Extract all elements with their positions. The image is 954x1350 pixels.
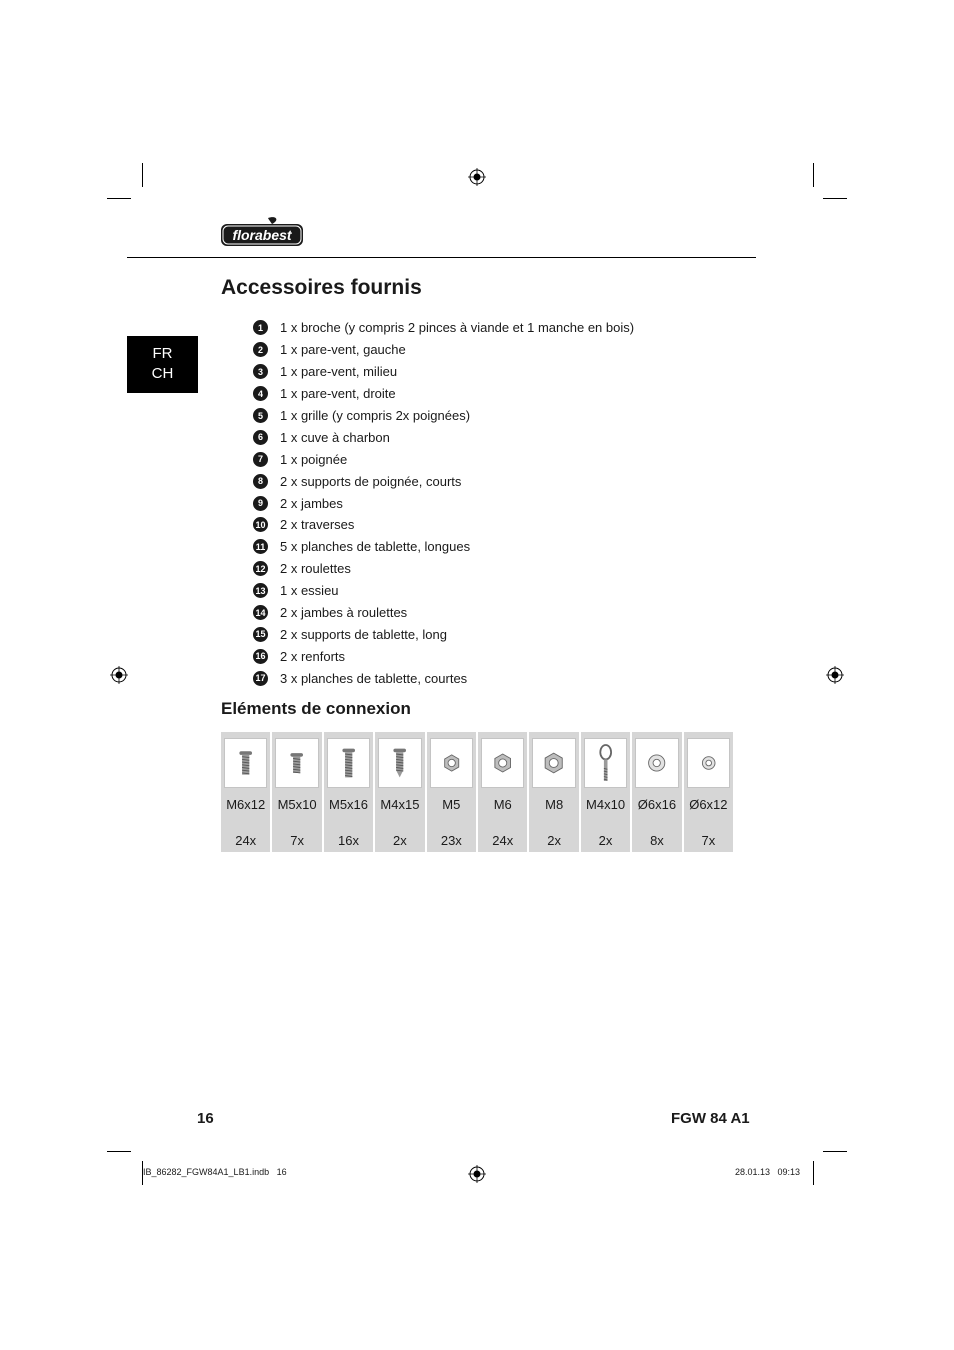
eye-bolt-icon [585,741,626,785]
item-number-badge: 13 [253,583,268,598]
item-number-badge: 1 [253,320,268,335]
connector-cell [272,732,321,852]
model-number: FGW 84 A1 [671,1110,750,1127]
item-number-badge: 11 [253,539,268,554]
screw-icon [276,741,317,785]
connector-image [687,738,730,788]
item-text: 1 x cuve à charbon [280,429,390,445]
connector-label: M4x15 [380,797,420,812]
item-number-badge: 4 [253,386,268,401]
connector-label: M8 [545,797,564,812]
list-item [253,536,634,558]
connectors-heading: Eléments de connexion [221,699,411,718]
connector-label: M6 [493,797,512,812]
connector-cell [375,732,424,852]
item-number-badge: 15 [253,627,268,642]
page-title: Accessoires fournis [221,276,422,299]
registration-mark-icon [468,168,486,186]
item-number-badge: 7 [253,452,268,467]
item-text: 5 x planches de tablette, longues [280,539,471,555]
connector-image [584,738,627,788]
connector-label: Ø6x16 [637,797,677,812]
crop-mark [107,1151,131,1152]
list-item [253,339,634,361]
list-item [253,317,634,339]
crop-mark [142,163,143,187]
connector-cell [684,732,733,852]
item-number-badge: 17 [253,671,268,686]
list-item [253,645,634,667]
item-number-badge: 6 [253,430,268,445]
connector-image [378,738,421,788]
list-item [253,580,634,602]
list-item [253,470,634,492]
nut-icon [533,741,574,785]
item-text: 1 x poignée [280,451,348,467]
connector-image [430,738,473,788]
connector-image [481,738,524,788]
svg-text:florabest: florabest [232,227,292,243]
wood-screw-icon [379,741,420,785]
item-number-badge: 10 [253,517,268,532]
list-item [253,405,634,427]
item-number-badge: 3 [253,364,268,379]
list-item [253,361,634,383]
connector-cell [581,732,630,852]
connector-quantity: 16x [338,833,359,848]
header-rule [127,257,756,258]
item-text: 1 x essieu [280,583,339,599]
connector-quantity: 8x [650,833,664,848]
item-text: 1 x pare-vent, droite [280,386,396,402]
screw-icon [225,741,266,785]
item-number-badge: 8 [253,474,268,489]
connector-cell [427,732,476,852]
connector-cell [529,732,578,852]
item-text: 2 x jambes [280,495,343,511]
item-number-badge: 12 [253,561,268,576]
connector-quantity: 2x [547,833,561,848]
list-item [253,492,634,514]
washer-icon [688,741,729,785]
connector-label: M4x10 [586,797,626,812]
connector-image [327,738,370,788]
nut-icon [431,741,472,785]
connector-cell [478,732,527,852]
item-text: 2 x roulettes [280,561,351,577]
item-number-badge: 9 [253,496,268,511]
connector-label: Ø6x12 [689,797,728,812]
item-number-badge: 2 [253,342,268,357]
connector-cell [221,732,270,852]
item-text: 1 x pare-vent, gauche [280,342,406,358]
crop-mark [813,163,814,187]
crop-mark [107,198,131,199]
connector-image [532,738,575,788]
crop-mark [823,1151,847,1152]
list-item [253,426,634,448]
item-text: 2 x jambes à roulettes [280,605,408,621]
print-slug-file: IB_86282_FGW84A1_LB1.indb 16 [143,1167,287,1177]
item-text: 2 x traverses [280,517,355,533]
print-slug-date: 28.01.13 09:13 [735,1167,801,1177]
item-number-badge: 5 [253,408,268,423]
florabest-logo [220,216,304,248]
connector-quantity: 2x [393,833,407,848]
connector-image [275,738,318,788]
connector-cell [632,732,681,852]
connector-cell [324,732,373,852]
language-tab [127,336,198,393]
item-text: 1 x grille (y compris 2x poignées) [280,408,471,423]
list-item [253,623,634,645]
list-item [253,667,634,689]
screw-icon [328,741,369,785]
list-item [253,602,634,624]
list-item [253,558,634,580]
item-text: 1 x broche (y compris 2 pinces à viande et 1 manche en bois) [280,320,635,336]
connector-quantity: 24x [235,833,257,848]
connector-label: M5x10 [277,797,317,812]
item-text: 1 x pare-vent, milieu [280,364,398,380]
language-code-fr: FR [152,345,173,362]
registration-mark-icon [110,666,128,684]
nut-icon [482,741,523,785]
connector-label: M5 [442,797,461,812]
item-text: 2 x supports de tablette, long [280,626,447,642]
washer-icon [636,741,677,785]
registration-mark-icon [826,666,844,684]
connector-quantity: 7x [701,833,716,848]
connector-image [224,738,267,788]
registration-mark-icon [468,1165,486,1183]
connector-image [635,738,678,788]
connector-quantity: 23x [440,833,462,848]
list-item [253,514,634,536]
language-code-ch: CH [151,365,174,382]
item-number-badge: 16 [253,649,268,664]
item-number-badge: 14 [253,605,268,620]
connector-quantity: 24x [492,833,514,848]
item-text: 2 x supports de poignée, courts [280,473,462,489]
connector-label: M6x12 [226,797,266,812]
connectors-table [221,732,733,852]
page-number: 16 [197,1110,214,1127]
connector-quantity: 2x [598,833,613,848]
crop-mark [823,198,847,199]
list-item [253,383,634,405]
connector-label: M5x16 [329,797,369,812]
crop-mark [813,1161,814,1185]
list-item [253,448,634,470]
connector-quantity: 7x [290,833,304,848]
item-text: 2 x renforts [280,648,346,664]
item-text: 3 x planches de tablette, courtes [280,670,468,686]
parts-list [253,317,634,689]
